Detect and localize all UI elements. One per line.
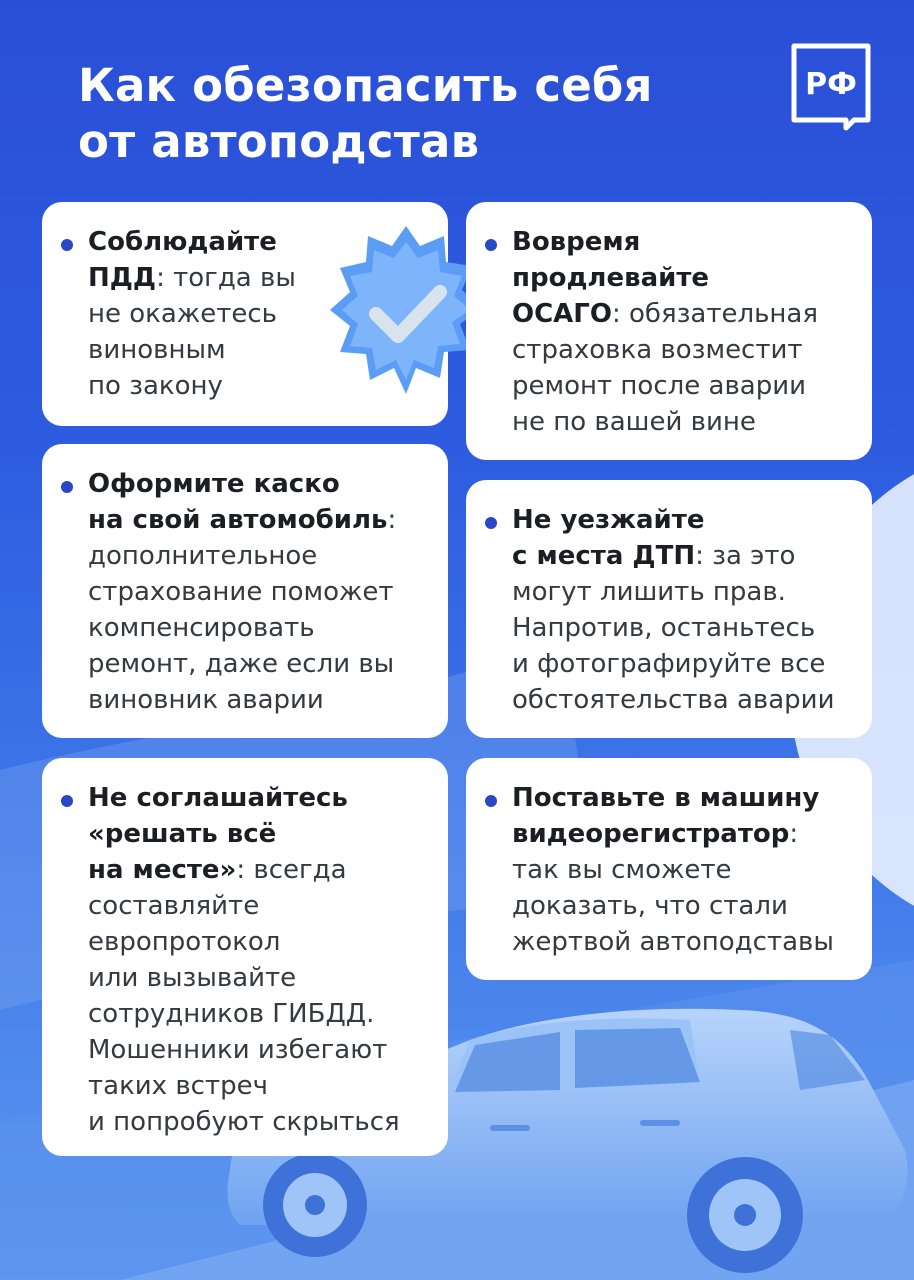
tip-card-dont-agree xyxy=(42,758,448,1156)
bullet-dot xyxy=(61,481,73,493)
card-line: Не уезжайте xyxy=(512,505,705,535)
card-line: дополнительное xyxy=(88,541,318,571)
card-line: Вовремя xyxy=(512,227,641,257)
card-line: обстоятельства аварии xyxy=(512,685,835,715)
tip-card-kasko xyxy=(42,444,448,738)
card-line: доказать, что стали xyxy=(512,891,788,921)
card-line: виновник аварии xyxy=(88,685,324,715)
card-line: Оформите каско xyxy=(88,469,340,499)
card-line: ремонт после аварии xyxy=(512,371,806,401)
title-line-2: от автоподстав xyxy=(78,115,480,168)
title-line-1: Как обезопасить себя xyxy=(78,59,653,112)
card-line: европротокол xyxy=(88,927,281,957)
card-line: ПДД: тогда вы xyxy=(88,263,296,293)
card-line: или вызывайте xyxy=(88,963,297,993)
card-line: сотрудников ГИБДД. xyxy=(88,999,375,1029)
card-line: составляйте xyxy=(88,891,260,921)
card-line: Соблюдайте xyxy=(88,227,277,257)
card-line: виновным xyxy=(88,335,226,365)
card-line: компенсировать xyxy=(88,613,315,643)
card-line: Напротив, останьтесь xyxy=(512,613,816,643)
bullet-dot xyxy=(485,795,497,807)
checkmark-badge-icon xyxy=(328,222,484,398)
card-line: не по вашей вине xyxy=(512,407,756,437)
card-line: ОСАГО: обязательная xyxy=(512,299,819,329)
speech-bubble-icon xyxy=(788,40,874,132)
card-line: продлевайте xyxy=(512,263,710,293)
card-line: «решать всё xyxy=(88,819,277,849)
card-line: ремонт, даже если вы xyxy=(88,649,395,679)
card-line: таких встреч xyxy=(88,1071,268,1101)
tip-card-dashcam xyxy=(466,758,872,980)
card-line: по закону xyxy=(88,371,223,401)
card-line: и фотографируйте все xyxy=(512,649,826,679)
card-line: не окажетесь xyxy=(88,299,277,329)
card-line: страхование поможет xyxy=(88,577,394,607)
bullet-dot xyxy=(61,239,73,251)
page-title xyxy=(78,58,738,170)
tip-card-dont-leave xyxy=(466,480,872,738)
card-line: на свой автомобиль: xyxy=(88,505,397,535)
logo-text: РФ xyxy=(805,67,857,102)
card-line: Поставьте в машину xyxy=(512,783,820,813)
card-line: могут лишить прав. xyxy=(512,577,786,607)
card-line: Мошенники избегают xyxy=(88,1035,388,1065)
card-line: жертвой автоподставы xyxy=(512,927,834,957)
bullet-dot xyxy=(485,239,497,251)
card-line: и попробуют скрыться xyxy=(88,1107,400,1137)
bullet-dot xyxy=(485,517,497,529)
card-line: страховка возместит xyxy=(512,335,803,365)
card-line: так вы сможете xyxy=(512,855,732,885)
card-line: Не соглашайтесь xyxy=(88,783,348,813)
tip-card-osago xyxy=(466,202,872,460)
rf-logo xyxy=(788,40,874,132)
card-line: на месте»: всегда xyxy=(88,855,347,885)
card-line: видеорегистратор: xyxy=(512,819,799,849)
bullet-dot xyxy=(61,795,73,807)
card-line: с места ДТП: за это xyxy=(512,541,796,571)
